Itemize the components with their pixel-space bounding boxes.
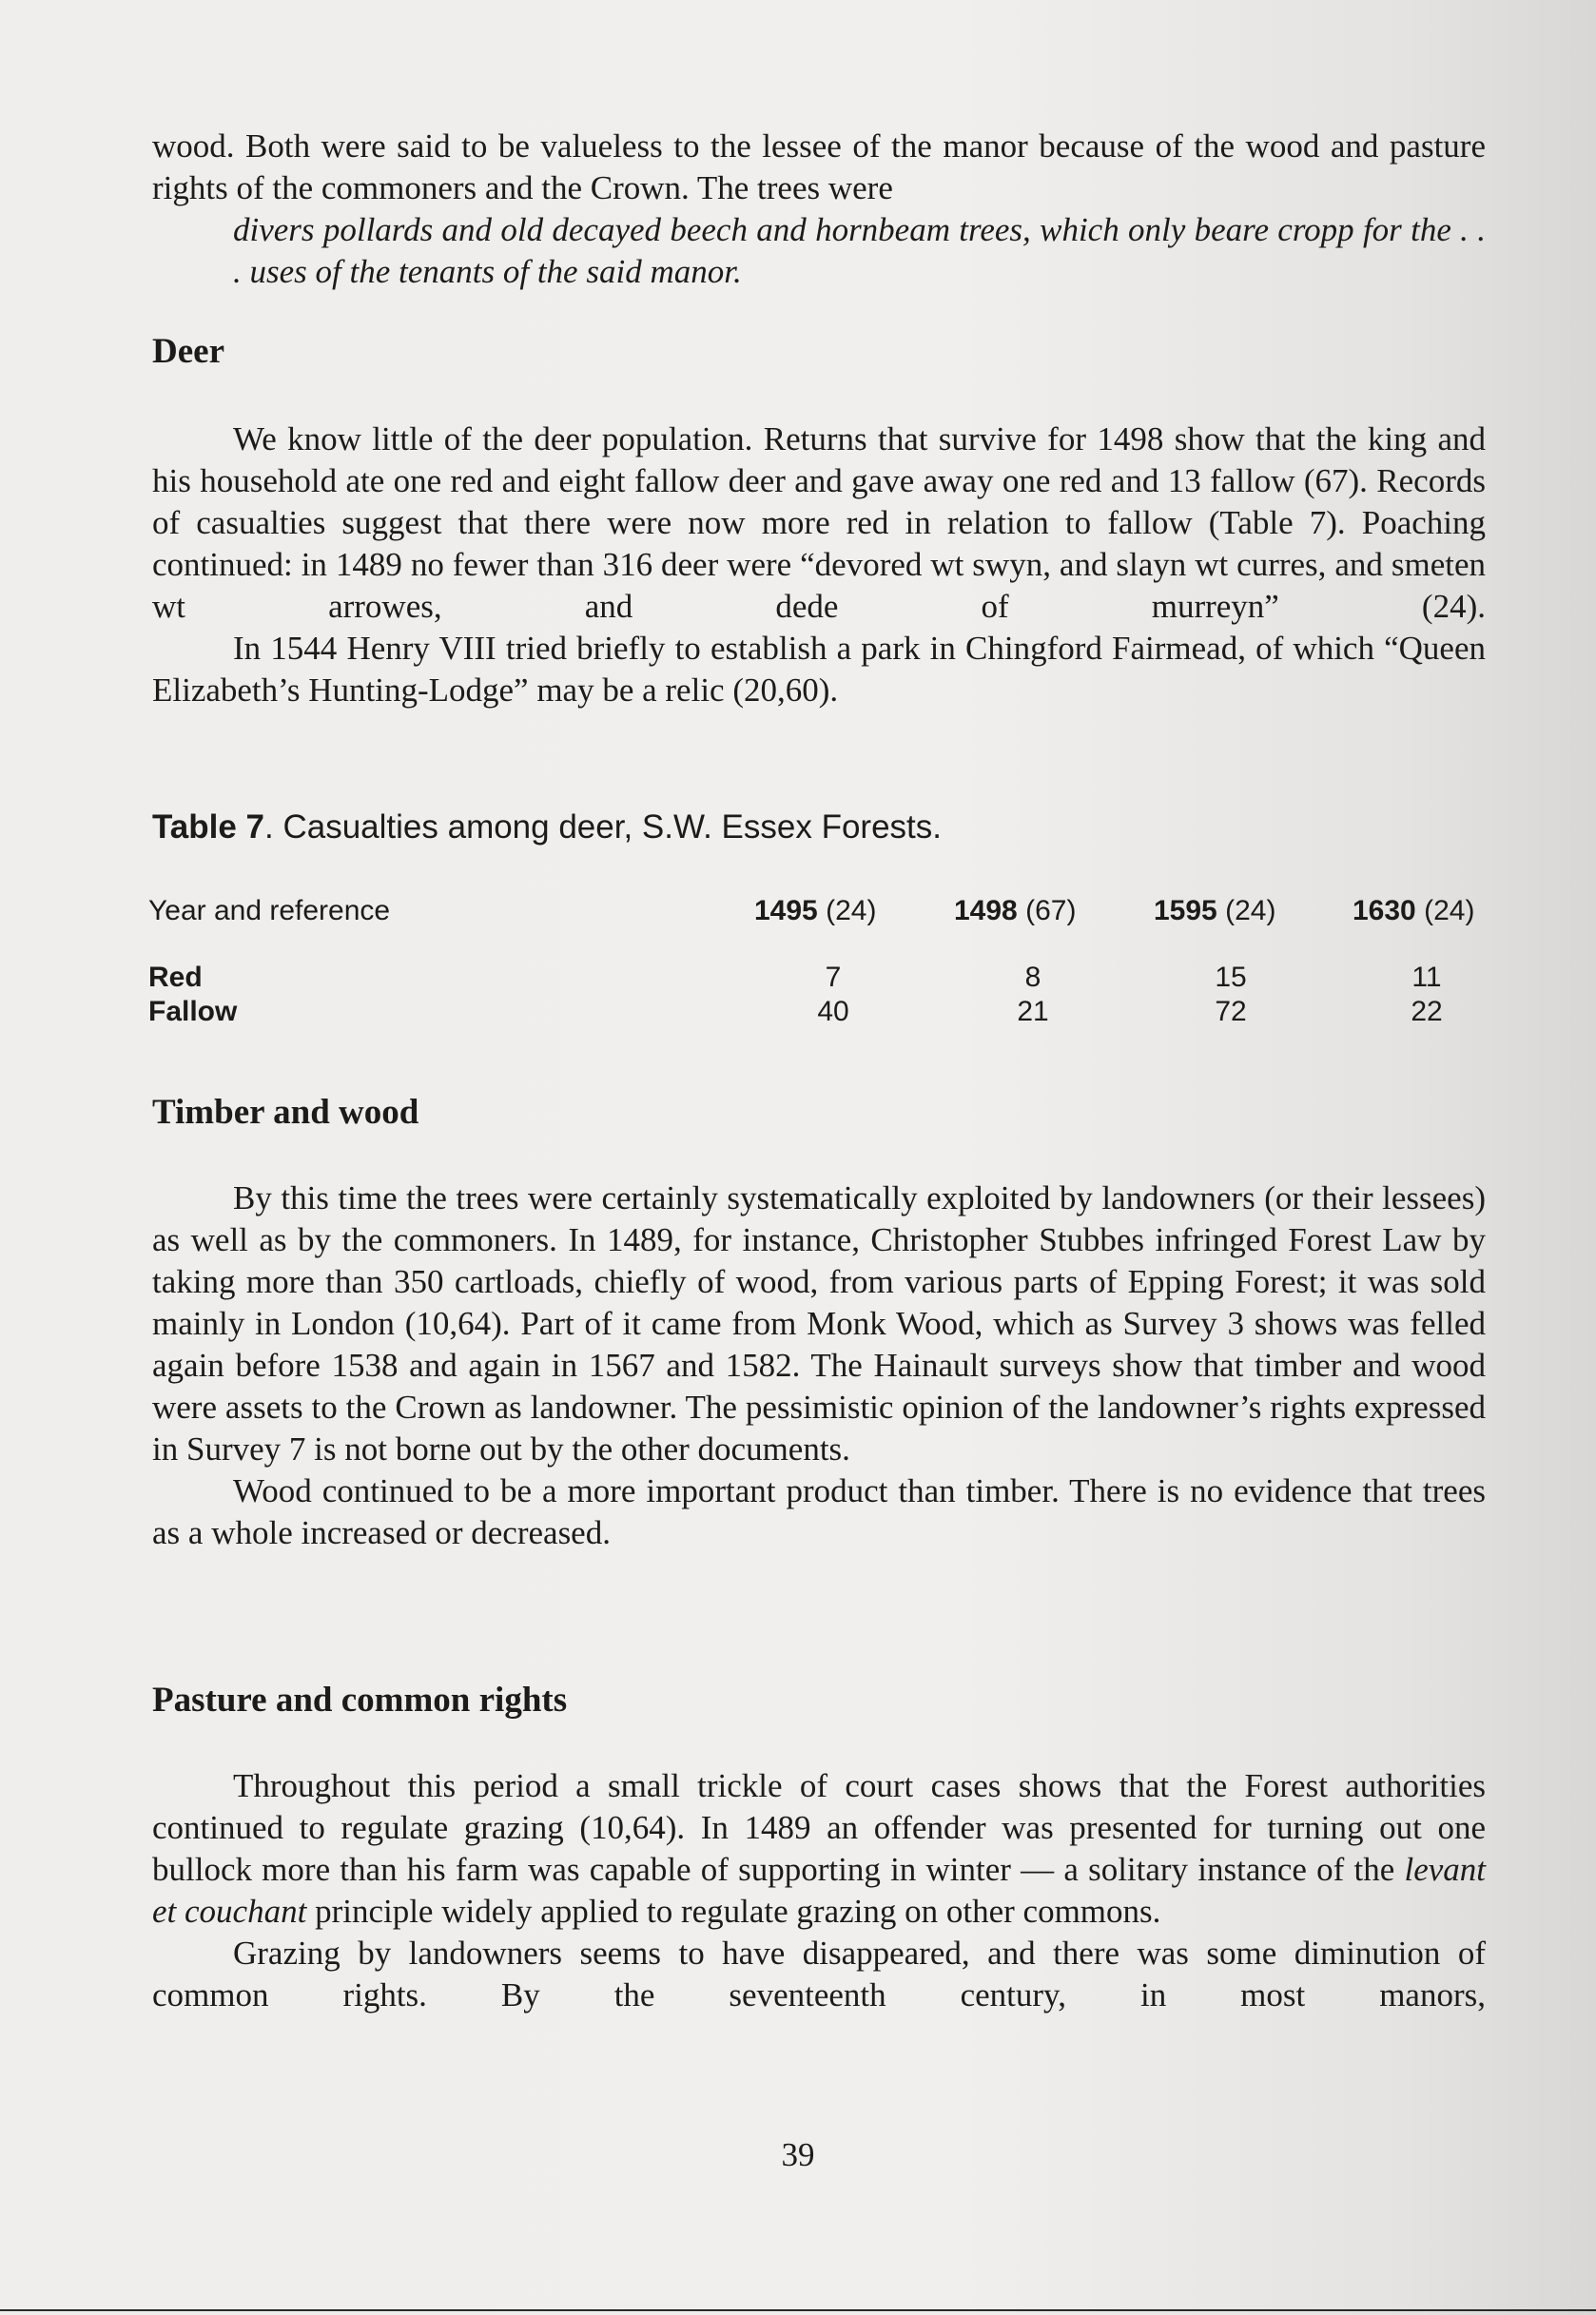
table-cell: 15 <box>1215 962 1247 993</box>
timber-paragraph-1: By this time the trees were certainly systematically exploited by landowners (or their lessees) as well as by the commoners. In 1489, for instance, Christopher Stubbes infringed Forest Law by taking more than 350 cartloads, chiefly of wood, from various parts of Epping Forest; it was sold mainly in London (10,64). Part of it came from Monk Wood, which as Survey 3 shows was felled again before 1538 and again in 1567 and 1582. The Hainault surveys show that timber and wood were assets to the Crown as landowner. The pessimistic opinion of the landowner’s rights expressed in Survey 7 is not borne out by the other documents. <box>152 1179 1486 1468</box>
table-row-header: Year and reference <box>148 895 391 926</box>
deer-paragraph-2: In 1544 Henry VIII tried briefly to establish a park in Chingford Fairmead, of which “Queen Elizabeth’s Hunting-Lodge” may be a relic (20,60). <box>152 630 1486 709</box>
table-cell: 40 <box>817 996 849 1027</box>
table-cell: 21 <box>1017 996 1049 1027</box>
timber-heading: Timber and wood <box>152 1093 419 1132</box>
timber-section <box>152 1177 1486 1554</box>
table-cell: 22 <box>1411 996 1443 1027</box>
pasture-paragraph-1: Throughout this period a small trickle of court cases shows that the Forest authorities continued to regulate grazing (10,64). In 1489 an offender was presented for turning out one bullock more than his farm was capable of supporting in winter — a solitary instance of the levant et couchant principle widely applied to regulate grazing on other commons. <box>152 1767 1486 1930</box>
table-cell: 8 <box>1024 962 1041 993</box>
intro-paragraph: wood. Both were said to be valueless to the lessee of the manor because of the wood and pasture rights of the commoners and the Crown. The trees were <box>152 127 1486 206</box>
table-column-header: 1630 (24) <box>1353 895 1475 926</box>
latin-phrase: levant et couchant <box>152 1851 1486 1930</box>
table-caption-label: Table 7 <box>152 808 265 846</box>
pasture-section <box>152 1765 1486 2016</box>
deer-heading: Deer <box>152 332 224 371</box>
table-cell: 7 <box>825 962 842 993</box>
table-caption-text: . Casualties among deer, S.W. Essex Forests. <box>264 808 942 846</box>
intro-quote: divers pollards and old decayed beech and hornbeam trees, which only beare cropp for the . . . uses of the tenants of the said manor. <box>233 211 1486 290</box>
deer-section <box>152 418 1486 711</box>
pasture-heading: Pasture and common rights <box>152 1681 568 1720</box>
page-number: 39 <box>781 2136 815 2173</box>
pasture-paragraph-2: Grazing by landowners seems to have disappeared, and there was some diminution of common rights. By the seventeenth century, in most manors, <box>152 1935 1486 2013</box>
intro-section <box>152 126 1486 293</box>
deer-paragraph-1: We know little of the deer population. Returns that survive for 1498 show that the king and his household ate one red and eight fallow deer and gave away one red and 13 fallow (67). Records of casualties suggest that there were now more red in relation to fallow (Table 7). Poaching continued: in 1489 no fewer than 316 deer were “devored wt swyn, and slayn wt curres, and smeten wt arrowes, and dede of murreyn” (24). <box>152 420 1486 625</box>
table-caption <box>152 807 942 848</box>
table-column-header: 1498 (67) <box>954 895 1077 926</box>
table-row-label: Red <box>148 962 203 993</box>
table-cell: 72 <box>1215 996 1247 1027</box>
bottom-edge-rule <box>0 2309 1596 2311</box>
timber-paragraph-2: Wood continued to be a more important product than timber. There is no evidence that trees as a whole increased or decreased. <box>152 1472 1486 1551</box>
table-column-header: 1495 (24) <box>754 895 877 926</box>
table-column-header: 1595 (24) <box>1154 895 1276 926</box>
table-cell: 11 <box>1411 962 1442 993</box>
table-row-label: Fallow <box>148 996 238 1027</box>
